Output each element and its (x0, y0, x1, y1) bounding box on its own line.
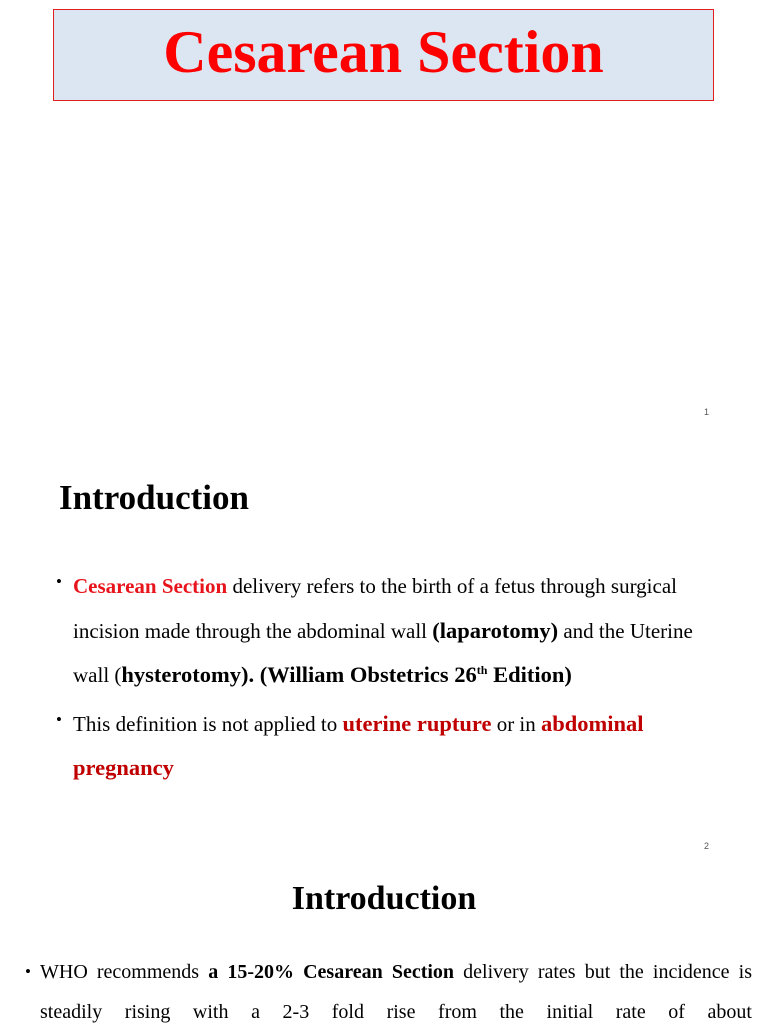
bullet-exclusion (56, 702, 716, 791)
bullet-icon: • (56, 709, 62, 729)
term-uterine-rupture: uterine rupture (342, 710, 492, 736)
bullet-icon: • (56, 572, 62, 591)
term-cesarean-section: Cesarean Section (73, 574, 228, 598)
definition-text-2: and the Uterine wall ( (73, 618, 693, 687)
who-bullets (25, 952, 752, 1024)
who-bold-rate: a 15-20% Cesarean Section (208, 961, 455, 983)
term-abdominal-pregnancy: abdominal pregnancy (73, 710, 644, 780)
citation-superscript: th (476, 663, 488, 677)
citation: (William Obstetrics 26 (254, 662, 477, 687)
citation-end: Edition) (487, 662, 572, 687)
who-text-1: WHO recommends (40, 961, 209, 983)
definition-text-1: delivery refers to the birth of a fetus through surgical incision made through the abdominal wall (73, 574, 677, 643)
bullet-icon: • (25, 962, 31, 981)
term-laparotomy: (laparotomy) (432, 617, 559, 643)
introduction-bullets (56, 564, 716, 795)
exclusion-text-2: or in (491, 711, 542, 736)
introduction-heading-2: Introduction (291, 880, 477, 917)
page-number-2: 2 (704, 841, 710, 851)
document-title: Cesarean Section (163, 19, 604, 85)
bullet-definition (56, 564, 716, 698)
bullet-who (25, 952, 752, 1024)
exclusion-text-1: This definition is not applied to (73, 711, 343, 736)
who-text-2: delivery rates but the incidence is steadily rising with a 2-3 fold rise from the initial rate of about (40, 961, 753, 1023)
page-number-1: 1 (704, 407, 710, 417)
title-box (53, 9, 714, 101)
term-hysterotomy: hysterotomy). (121, 662, 255, 687)
introduction-heading-1: Introduction (59, 478, 249, 517)
